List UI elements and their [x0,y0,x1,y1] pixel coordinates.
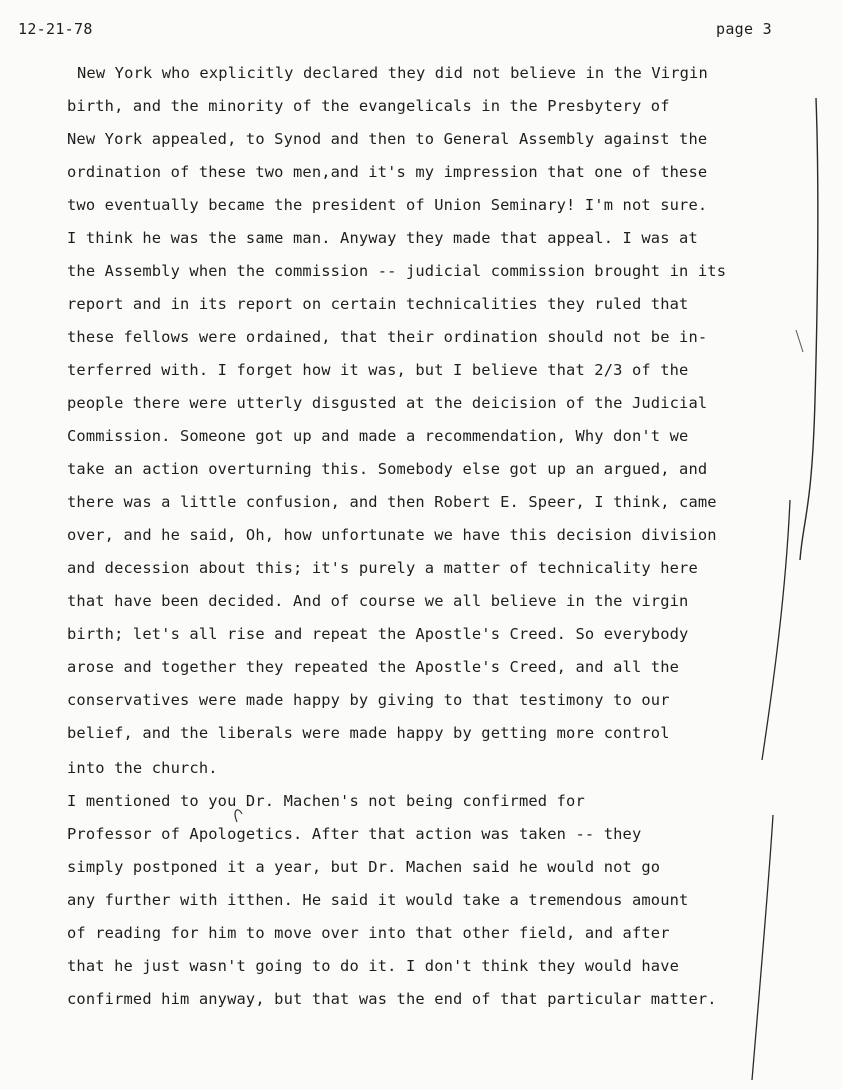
text-line: take an action overturning this. Somebody else got up an argued, and [67,460,708,478]
text-line: confirmed him anyway, but that was the end of that particular matter. [67,990,717,1008]
text-line: birth, and the minority of the evangelicals in the Presbytery of [67,97,670,115]
margin-pencil-tick [796,330,803,352]
text-line: report and in its report on certain technicalities they ruled that [67,295,689,313]
text-line: that have been decided. And of course we all believe in the virgin [67,592,689,610]
text-line: people there were utterly disgusted at the deicision of the Judicial [67,394,708,412]
text-line: I mentioned to you Dr. Machen's not being confirmed for [67,792,585,810]
text-line: over, and he said, Oh, how unfortunate we have this decision division [67,526,717,544]
text-line: Professor of Apologetics. After that action was taken -- they [67,825,642,843]
margin-pencil-hook [235,810,242,822]
text-line: birth; let's all rise and repeat the Apostle's Creed. So everybody [67,625,689,643]
text-line: I think he was the same man. Anyway they made that appeal. I was at [67,229,698,247]
text-line: ordination of these two men,and it's my impression that one of these [67,163,708,181]
text-line: simply postponed it a year, but Dr. Machen said he would not go [67,858,661,876]
text-line: into the church. [67,759,218,777]
page-number: page 3 [716,20,772,38]
text-line: of reading for him to move over into that other field, and after [67,924,670,942]
margin-pencil-line-upper [800,98,818,560]
text-line: and decession about this; it's purely a matter of technicality here [67,559,698,577]
text-line: belief, and the liberals were made happy by getting more control [67,724,670,742]
text-line: New York appealed, to Synod and then to General Assembly against the [67,130,708,148]
text-line: terferred with. I forget how it was, but I believe that 2/3 of the [67,361,689,379]
margin-pencil-line-lower [752,815,773,1080]
text-line: there was a little confusion, and then Robert E. Speer, I think, came [67,493,717,511]
page-date: 12-21-78 [18,20,93,38]
text-line: conservatives were made happy by giving to that testimony to our [67,691,670,709]
text-line: that he just wasn't going to do it. I don't think they would have [67,957,680,975]
margin-pencil-line-middle [762,500,790,760]
text-line: Commission. Someone got up and made a recommendation, Why don't we [67,427,689,445]
text-line: arose and together they repeated the Apostle's Creed, and all the [67,658,680,676]
text-line: two eventually became the president of Union Seminary! I'm not sure. [67,196,708,214]
text-line: New York who explicitly declared they did not believe in the Virgin [77,64,708,82]
text-line: the Assembly when the commission -- judicial commission brought in its [67,262,727,280]
text-line: these fellows were ordained, that their ordination should not be in- [67,328,708,346]
text-line: any further with itthen. He said it would take a tremendous amount [67,891,689,909]
